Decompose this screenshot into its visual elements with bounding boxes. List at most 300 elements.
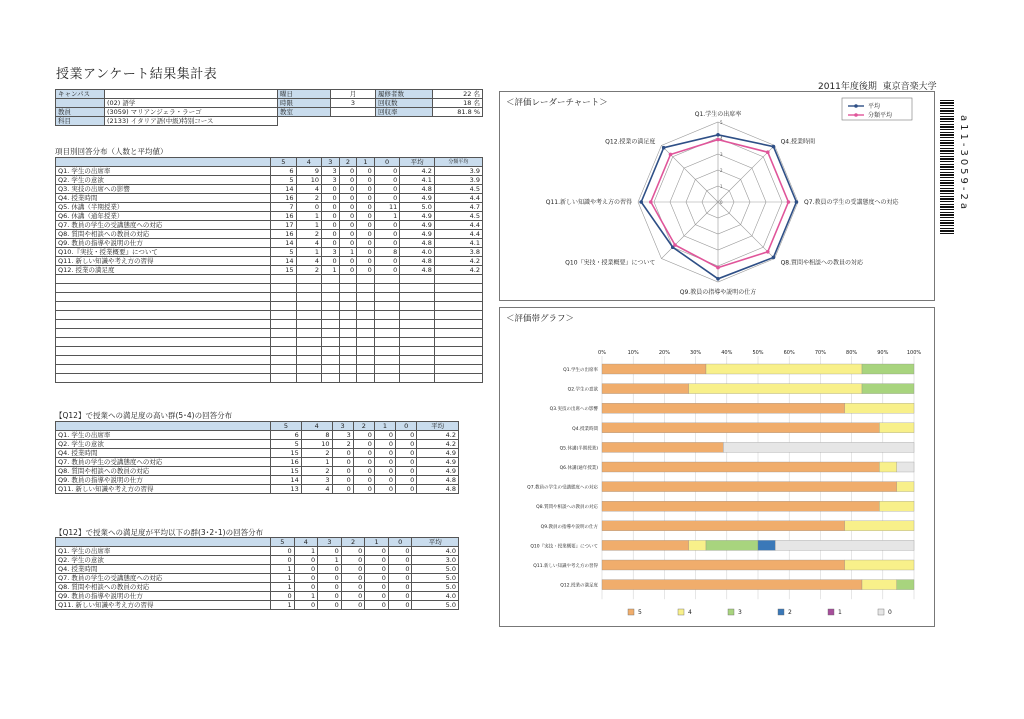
- empty-cell: [374, 374, 400, 383]
- cell-value: 1: [294, 547, 318, 556]
- cell-value: 0: [365, 601, 389, 610]
- radar-tick-label: 3: [720, 152, 723, 157]
- empty-cell: [296, 320, 322, 329]
- radar-point: [766, 150, 770, 154]
- cell-value: 0: [271, 592, 295, 601]
- column-header: 5: [271, 538, 295, 547]
- cell-value: 4.8: [417, 476, 459, 485]
- radar-legend-label: 平均: [868, 103, 881, 110]
- cell-value: 5: [271, 248, 297, 257]
- band-segment: [845, 403, 914, 413]
- cell-value: 0: [271, 547, 295, 556]
- cell-value: 0: [357, 185, 375, 194]
- cell-value: 4.8: [400, 239, 435, 248]
- cell-value: 0: [339, 230, 357, 239]
- cell-value: 0: [374, 449, 395, 458]
- cell-value: 0: [339, 194, 357, 203]
- cell-value: 0: [322, 239, 340, 248]
- empty-cell: [400, 293, 435, 302]
- table-row: [56, 485, 459, 494]
- header-corner: [56, 538, 271, 547]
- cell-value: 0: [353, 431, 374, 440]
- empty-cell: [434, 293, 482, 302]
- cell-value: 14: [271, 476, 302, 485]
- cell-value: 0: [388, 574, 412, 583]
- empty-cell: [296, 338, 322, 347]
- cell-value: 7: [271, 203, 297, 212]
- band-category-label: Q10『実技・授業概要』について: [530, 544, 598, 550]
- table-row: [56, 547, 459, 556]
- band-legend-swatch: [678, 609, 684, 615]
- band-category-label: Q1.学生の出席率: [563, 368, 598, 373]
- cell-value: 14: [271, 239, 297, 248]
- empty-cell: [339, 338, 357, 347]
- empty-cell: [357, 365, 375, 374]
- band-segment: [602, 384, 689, 394]
- empty-cell: [339, 275, 357, 284]
- radar-point: [649, 200, 653, 204]
- band-legend-swatch: [778, 609, 784, 615]
- cell-value: 4.9: [400, 212, 435, 221]
- empty-cell: [271, 275, 297, 284]
- empty-cell: [296, 329, 322, 338]
- rate-value: 81.8 %: [433, 108, 483, 117]
- table-row: [56, 239, 483, 248]
- cell-value: 3: [322, 248, 340, 257]
- empty-cell: [296, 347, 322, 356]
- column-header: 1: [365, 538, 389, 547]
- cell-value: 0: [374, 467, 395, 476]
- cell-value: 0: [396, 431, 417, 440]
- empty-cell: [374, 293, 400, 302]
- high-satisfaction-table: [55, 421, 459, 494]
- cell-value: 2: [301, 449, 332, 458]
- cell-value: 3: [301, 476, 332, 485]
- cell-value: 0: [318, 565, 342, 574]
- empty-cell: [374, 329, 400, 338]
- main-table-title: 項目別回答分布（人数と平均値）: [55, 147, 168, 156]
- cell-value: 0: [374, 485, 395, 494]
- empty-cell: [374, 311, 400, 320]
- cell-value: 1: [271, 583, 295, 592]
- band-legend-swatch: [828, 609, 834, 615]
- band-category-label: Q11.新しい知識や考え方の習得: [533, 564, 598, 569]
- radar-tick-label: 1: [720, 184, 723, 189]
- cell-value: 0: [339, 212, 357, 221]
- barcode-text: a11-3059-2a: [958, 115, 969, 213]
- column-header: 分類平均: [434, 158, 482, 167]
- cell-value: 0: [332, 449, 353, 458]
- row-label: Q1. 学生の出席率: [56, 431, 271, 440]
- rate-label: 回収率: [376, 108, 433, 117]
- cell-value: 0: [353, 440, 374, 449]
- cell-value: 15: [271, 449, 302, 458]
- band-segment: [706, 364, 862, 374]
- low-satisfaction-table: [55, 537, 459, 610]
- radar-axis-label: Q8.質問や相談への教員の対応: [780, 259, 864, 267]
- cell-value: 17: [271, 221, 297, 230]
- band-segment: [602, 540, 689, 550]
- cell-value: 0: [374, 230, 400, 239]
- empty-row: [56, 338, 483, 347]
- cell-value: 14: [271, 185, 297, 194]
- band-category-label: Q7.教員の学生の受講態度への対応: [527, 485, 598, 491]
- empty-cell: [339, 329, 357, 338]
- cell-value: 4.8: [400, 266, 435, 275]
- empty-cell: [56, 374, 271, 383]
- cell-value: 11: [374, 203, 400, 212]
- cell-value: 5: [271, 440, 302, 449]
- cell-value: 5.0: [400, 203, 435, 212]
- empty-cell: [374, 356, 400, 365]
- empty-cell: [56, 347, 271, 356]
- university: 東京音楽大学: [882, 82, 937, 92]
- empty-cell: [400, 365, 435, 374]
- table-row: [56, 248, 483, 257]
- band-x-tick: 50%: [752, 350, 764, 356]
- band-segment: [845, 560, 914, 570]
- empty-row: [56, 374, 483, 383]
- cell-value: 2: [296, 194, 322, 203]
- teacher-label: 教員: [56, 108, 105, 117]
- band-legend-label: 4: [688, 609, 692, 616]
- cell-value: 4.9: [417, 449, 459, 458]
- empty-cell: [271, 311, 297, 320]
- cell-value: 4.1: [400, 176, 435, 185]
- cell-value: 6: [271, 431, 302, 440]
- empty-cell: [271, 338, 297, 347]
- empty-cell: [374, 284, 400, 293]
- empty-cell: [339, 374, 357, 383]
- row-label: Q1. 学生の出席率: [56, 547, 271, 556]
- cell-value: 16: [271, 212, 297, 221]
- band-category-label: Q12.授業の満足度: [560, 583, 598, 589]
- cell-value: 0: [357, 248, 375, 257]
- empty-cell: [357, 293, 375, 302]
- cell-value: 4.9: [417, 467, 459, 476]
- radar-point: [673, 243, 677, 247]
- cell-value: 3.8: [434, 248, 482, 257]
- cell-value: 4.2: [434, 266, 482, 275]
- empty-cell: [271, 302, 297, 311]
- cell-value: 0: [353, 476, 374, 485]
- cell-value: 0: [388, 583, 412, 592]
- cell-value: 2: [296, 230, 322, 239]
- cell-value: 0: [332, 485, 353, 494]
- empty-cell: [322, 356, 340, 365]
- radar-point: [716, 277, 720, 281]
- row-label: Q4. 授業時間: [56, 565, 271, 574]
- cell-value: 6: [271, 167, 297, 176]
- empty-cell: [357, 320, 375, 329]
- room-label: 教室: [278, 108, 331, 117]
- cell-value: 15: [271, 266, 297, 275]
- empty-cell: [434, 275, 482, 284]
- empty-cell: [400, 338, 435, 347]
- row-label: Q7. 教員の学生の受講態度への対応: [56, 574, 271, 583]
- band-category-label: Q8.質問や相談への教員の対応: [536, 505, 598, 511]
- band-segment: [602, 403, 845, 413]
- band-segment: [845, 521, 914, 531]
- cell-value: 15: [271, 467, 302, 476]
- column-header: 4: [296, 158, 322, 167]
- collected-label: 回収数: [376, 99, 433, 108]
- empty-cell: [374, 302, 400, 311]
- band-segment: [758, 540, 775, 550]
- empty-cell: [322, 320, 340, 329]
- radar-point: [787, 200, 791, 204]
- cell-value: 0: [318, 601, 342, 610]
- cell-value: 4.2: [434, 257, 482, 266]
- row-label: Q2. 学生の意欲: [56, 556, 271, 565]
- band-segment: [706, 540, 758, 550]
- empty-row: [56, 356, 483, 365]
- band-legend-label: 0: [888, 609, 892, 616]
- cell-value: 9: [296, 167, 322, 176]
- barcode: [940, 100, 954, 235]
- cell-value: 2: [332, 440, 353, 449]
- empty-cell: [400, 356, 435, 365]
- row-label: Q1. 学生の出席率: [56, 167, 271, 176]
- column-header: 3: [322, 158, 340, 167]
- row-label: Q4. 授業時間: [56, 194, 271, 203]
- empty-cell: [400, 284, 435, 293]
- empty-cell: [374, 275, 400, 284]
- radar-legend-label: 分類平均: [868, 112, 893, 119]
- empty-row: [56, 329, 483, 338]
- empty-cell: [322, 284, 340, 293]
- cell-value: 0: [374, 194, 400, 203]
- empty-cell: [56, 302, 271, 311]
- column-header: 4: [294, 538, 318, 547]
- cell-value: 0: [294, 583, 318, 592]
- cell-value: 0: [388, 601, 412, 610]
- band-segment: [689, 540, 706, 550]
- band-segment: [602, 482, 897, 492]
- header-corner: [56, 158, 271, 167]
- empty-row: [56, 302, 483, 311]
- collected-value: 18 名: [433, 99, 483, 108]
- cell-value: 0: [341, 601, 365, 610]
- cell-value: 0: [357, 167, 375, 176]
- radar-point: [662, 146, 666, 150]
- empty-cell: [357, 338, 375, 347]
- empty-cell: [296, 311, 322, 320]
- band-x-tick: 0%: [598, 350, 606, 356]
- term: 2011年度後期: [818, 82, 877, 92]
- cell-value: 4.0: [412, 592, 459, 601]
- cell-value: 0: [357, 257, 375, 266]
- radar-legend-marker: [854, 113, 858, 117]
- cell-value: 1: [301, 458, 332, 467]
- cell-value: 0: [353, 458, 374, 467]
- empty-cell: [56, 365, 271, 374]
- cell-value: 5: [271, 176, 297, 185]
- cell-value: 0: [318, 583, 342, 592]
- empty-cell: [322, 347, 340, 356]
- cell-value: 0: [353, 449, 374, 458]
- cell-value: 1: [374, 212, 400, 221]
- band-segment: [602, 442, 723, 452]
- empty-cell: [296, 275, 322, 284]
- empty-cell: [322, 275, 340, 284]
- cell-value: 0: [357, 203, 375, 212]
- empty-cell: [400, 347, 435, 356]
- empty-cell: [271, 365, 297, 374]
- table-row: [56, 556, 459, 565]
- band-x-tick: 10%: [627, 350, 639, 356]
- empty-row: [56, 320, 483, 329]
- cell-value: 5.0: [412, 583, 459, 592]
- cell-value: 0: [339, 167, 357, 176]
- band-x-tick: 30%: [690, 350, 702, 356]
- empty-cell: [296, 356, 322, 365]
- cell-value: 3: [332, 431, 353, 440]
- band-x-tick: 60%: [783, 350, 795, 356]
- cell-value: 10: [296, 176, 322, 185]
- empty-cell: [339, 347, 357, 356]
- cell-value: 1: [296, 212, 322, 221]
- radar-chart: [500, 92, 934, 300]
- cell-value: 0: [374, 476, 395, 485]
- empty-cell: [357, 284, 375, 293]
- cell-value: 5.0: [412, 601, 459, 610]
- column-header: 3: [332, 422, 353, 431]
- empty-cell: [357, 311, 375, 320]
- band-x-tick: 80%: [846, 350, 858, 356]
- band-segment: [602, 423, 879, 433]
- radar-axis-label: Q1.学生の出席率: [694, 111, 742, 118]
- cell-value: 13: [271, 485, 302, 494]
- table-row: [56, 176, 483, 185]
- empty-cell: [56, 338, 271, 347]
- cell-value: 0: [339, 257, 357, 266]
- cell-value: 0: [294, 556, 318, 565]
- cell-value: 2: [296, 266, 322, 275]
- table-row: [56, 467, 459, 476]
- empty-cell: [56, 329, 271, 338]
- radar-tick-label: 2: [720, 168, 723, 173]
- band-segment: [879, 423, 914, 433]
- empty-cell: [296, 374, 322, 383]
- cell-value: 0: [365, 565, 389, 574]
- campus-label: キャンパス: [56, 90, 105, 99]
- column-header: 5: [271, 158, 297, 167]
- period-label: 時限: [278, 99, 331, 108]
- table-row: [56, 194, 483, 203]
- table-row: [56, 203, 483, 212]
- cell-value: 0: [341, 547, 365, 556]
- row-label: Q2. 学生の意欲: [56, 176, 271, 185]
- empty-row: [56, 275, 483, 284]
- empty-row: [56, 311, 483, 320]
- cell-value: 0: [332, 476, 353, 485]
- column-header: 0: [374, 158, 400, 167]
- band-segment: [897, 580, 914, 590]
- empty-cell: [400, 320, 435, 329]
- radar-point: [716, 133, 720, 137]
- cell-value: 1: [271, 601, 295, 610]
- empty-cell: [434, 338, 482, 347]
- column-header: 4: [301, 422, 332, 431]
- empty-cell: [322, 338, 340, 347]
- day-label: 曜日: [278, 90, 331, 99]
- cell-value: 0: [294, 565, 318, 574]
- band-x-tick: 70%: [814, 350, 826, 356]
- cell-value: 0: [339, 239, 357, 248]
- row-label: Q7. 教員の学生の受講態度への対応: [56, 458, 271, 467]
- category-value: (02) 語学: [105, 99, 278, 108]
- empty-cell: [322, 293, 340, 302]
- band-segment: [602, 560, 845, 570]
- band-segment: [602, 580, 862, 590]
- cell-value: 0: [365, 547, 389, 556]
- cell-value: 4.5: [434, 212, 482, 221]
- empty-cell: [339, 284, 357, 293]
- empty-cell: [357, 302, 375, 311]
- row-label: Q2. 学生の意欲: [56, 440, 271, 449]
- table-row: [56, 565, 459, 574]
- radar-axis-label: Q11.新しい知識や考え方の習得: [545, 199, 632, 206]
- main-distribution-table: [55, 157, 483, 383]
- table-row: [56, 221, 483, 230]
- band-segment: [775, 540, 914, 550]
- cell-value: 0: [294, 601, 318, 610]
- cell-value: 1: [296, 221, 322, 230]
- subject-label: 科目: [56, 117, 105, 126]
- cell-value: 3.0: [412, 556, 459, 565]
- empty-row: [56, 365, 483, 374]
- cell-value: 0: [396, 476, 417, 485]
- band-x-tick: 40%: [721, 350, 733, 356]
- cell-value: 14: [271, 257, 297, 266]
- low-table-title: 【Q12】で授業への満足度が平均以下の群(3･2･1)の回答分布: [55, 528, 264, 537]
- cell-value: 0: [353, 485, 374, 494]
- campus-value: [105, 90, 278, 99]
- cell-value: 0: [357, 194, 375, 203]
- empty-cell: [296, 284, 322, 293]
- cell-value: 0: [322, 185, 340, 194]
- empty-cell: [434, 347, 482, 356]
- band-segment: [602, 521, 845, 531]
- cell-value: 0: [341, 592, 365, 601]
- empty-cell: [434, 365, 482, 374]
- empty-cell: [56, 275, 271, 284]
- empty-cell: [357, 356, 375, 365]
- cell-value: 1: [339, 248, 357, 257]
- table-row: [56, 583, 459, 592]
- band-x-tick: 90%: [877, 350, 889, 356]
- empty-cell: [322, 365, 340, 374]
- cell-value: 0: [365, 574, 389, 583]
- empty-row: [56, 293, 483, 302]
- radar-tick-label: 5: [720, 120, 723, 125]
- cell-value: 0: [322, 221, 340, 230]
- day-value: 月: [331, 90, 376, 99]
- band-legend-label: 3: [738, 609, 742, 616]
- band-x-tick: 20%: [658, 350, 670, 356]
- radar-axis-label: Q9.教員の指導や説明の仕方: [679, 289, 757, 296]
- cell-value: 4: [296, 239, 322, 248]
- cell-value: 0: [294, 574, 318, 583]
- empty-cell: [339, 320, 357, 329]
- column-header: 平均: [400, 158, 435, 167]
- cell-value: 0: [374, 167, 400, 176]
- cell-value: 0: [322, 194, 340, 203]
- empty-cell: [400, 275, 435, 284]
- column-header: 5: [271, 422, 302, 431]
- band-legend-label: 5: [638, 609, 642, 616]
